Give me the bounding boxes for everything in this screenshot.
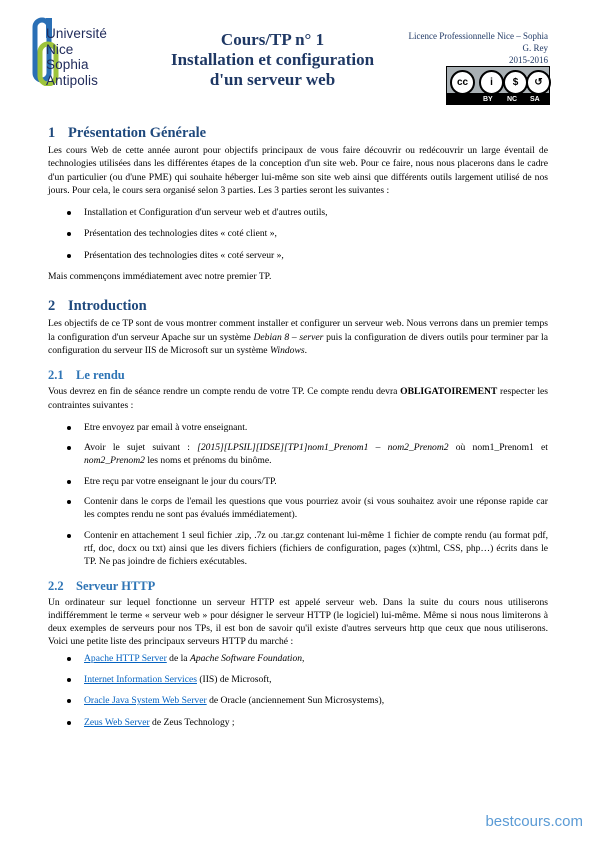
subsection-heading bbox=[48, 367, 548, 383]
bullet-list bbox=[48, 421, 548, 569]
section-title: Introduction bbox=[68, 298, 147, 315]
list-item: Contenir dans le corps de l'email les questions que vous pourriez avoir (si vous souhaitez avoir une réponse rapide car les comptes rendu ne sont pas évalués immédiatement). bbox=[48, 495, 548, 522]
meta-author: G. Rey bbox=[522, 43, 548, 53]
text-run: de la bbox=[166, 652, 190, 664]
subsection-title: Le rendu bbox=[76, 368, 125, 383]
list-item: Etre reçu par votre enseignant le jour du cours/TP. bbox=[48, 475, 548, 488]
section-number: 2 bbox=[48, 298, 56, 315]
list-item: Installation et Configuration d'un serveur web et d'autres outils, bbox=[48, 206, 548, 219]
list-item bbox=[48, 652, 548, 665]
cc-label-sa: SA bbox=[530, 96, 540, 103]
logo-line: Université bbox=[46, 26, 108, 41]
document-body bbox=[48, 124, 548, 737]
text-run: (IIS) de Microsoft, bbox=[196, 674, 272, 686]
text-run: Les objectifs de ce TP sont de vous montrer comment installer et configurer un serveur web. Nous verrons dans un premier temps la configuration d'un serveur Apache sur un système bbox=[48, 318, 548, 343]
text-run: Avoir le sujet suivant : bbox=[84, 442, 198, 454]
list-item bbox=[48, 673, 548, 686]
text-run: Vous devrez en fin de séance rendre un compte rendu de votre TP. Ce compte rendu devra bbox=[48, 386, 401, 398]
text-run: . bbox=[304, 344, 308, 356]
list-item: Etre envoyez par email à votre enseignant. bbox=[48, 421, 548, 434]
list-item: Présentation des technologies dites « coté serveur », bbox=[48, 249, 548, 262]
iis-link[interactable]: Internet Information Services bbox=[84, 674, 197, 686]
text-run-bold: OBLIGATOIREMENT bbox=[400, 386, 498, 398]
paragraph: Un ordinateur sur lequel fonctionne un serveur HTTP est appelé serveur web. Dans la suite du cours nous utiliserons indifféremment le terme « serveur web » pour désigner le serveur HTTP (le logiciel) lui-même. Même si nous nous limiterons à deux exemples de serveurs pour nos TPs, il est bon de savoir qu'il existe d'autres serveurs http que ceux que nous utiliserons. Voici une petite liste des principaux serveurs HTTP du marché : bbox=[48, 596, 548, 648]
sharealike-icon: ↺ bbox=[526, 70, 551, 95]
section-heading bbox=[48, 297, 548, 315]
paragraph: Mais commençons immédiatement avec notre premier TP. bbox=[48, 271, 272, 283]
text-run-italic: Windows bbox=[269, 344, 305, 356]
bullet-list bbox=[48, 206, 548, 262]
zeus-link[interactable]: Zeus Web Server bbox=[84, 716, 150, 728]
creative-commons-badge bbox=[446, 66, 550, 105]
title-line-3: d'un serveur web bbox=[209, 70, 336, 89]
paragraph bbox=[48, 317, 548, 357]
cc-icon: cc bbox=[450, 70, 475, 95]
logo-line: Sophia Antipolis bbox=[46, 57, 98, 88]
person-icon: i bbox=[479, 70, 504, 95]
university-logo bbox=[32, 16, 142, 86]
cc-label-by: BY bbox=[483, 96, 493, 103]
section-title: Présentation Générale bbox=[68, 125, 207, 141]
text-run-italic: nom2_Prenom2 bbox=[84, 455, 145, 467]
text-run-italic: [2015][LPSIL][IDSE][TP1]nom1_Prenom1 – nom2_Prenom2 bbox=[197, 442, 449, 454]
subsection-number: 2.2 bbox=[48, 578, 64, 593]
list-item: Contenir en attachement 1 seul fichier .zip, .7z ou .tar.gz contenant lui-même 1 fichier de compte rendu (au format pdf, rtf, doc, docx ou txt) ainsi que les divers fichiers (fichiers de configuration, pages (x)html, CSS, php…) écrits dans le TP. Ne pas joindre de fichiers exécutables. bbox=[48, 529, 548, 569]
list-item bbox=[48, 716, 548, 729]
subsection-number: 2.1 bbox=[48, 368, 64, 383]
text-run-italic: Apache Software Foundation bbox=[189, 652, 303, 664]
text-run: puis la configuration de divers outils pour terminer par la configuration du serveur IIS de Microsoft sur un système bbox=[48, 331, 548, 356]
apache-link[interactable]: Apache HTTP Server bbox=[84, 652, 167, 664]
document-meta bbox=[409, 30, 548, 66]
text-run-italic: Debian 8 – server bbox=[253, 331, 324, 343]
subsection-title: Serveur HTTP bbox=[76, 578, 156, 593]
title-line-2: Installation et configuration bbox=[170, 50, 375, 69]
meta-course: Licence Professionnelle Nice – Sophia bbox=[408, 31, 548, 41]
oracle-link[interactable]: Oracle Java System Web Server bbox=[84, 695, 207, 707]
document-title bbox=[165, 30, 380, 90]
watermark-link[interactable]: bestcours.com bbox=[485, 813, 583, 830]
text-run: de Zeus Technology ; bbox=[149, 716, 235, 728]
list-item: Présentation des technologies dites « coté client », bbox=[48, 227, 548, 240]
text-run: où nom1_Prenom1 et bbox=[448, 442, 548, 454]
text-run: respecter les contraintes suivantes : bbox=[48, 386, 548, 411]
section-number: 1 bbox=[48, 125, 56, 141]
paragraph bbox=[48, 385, 548, 412]
subsection-heading bbox=[48, 578, 548, 594]
noncommercial-icon: $ bbox=[503, 70, 528, 95]
list-item bbox=[48, 694, 548, 707]
server-list bbox=[48, 652, 548, 729]
logo-line: Nice bbox=[46, 41, 74, 57]
cc-label-nc: NC bbox=[507, 96, 518, 103]
paragraph: Les cours Web de cette année auront pour objectifs principaux de vous faire découvrir ou redécouvrir un large éventail de technologies utilisées dans les différentes étapes de la conception d'un site web. Pour ce faire, nous nous placerons dans le cadre d'un particulier (ou d'une PME) qui souhaite héberger lui-même son site web ainsi que différents outils largement utilisé de nos jours. Pour cela, le cours sera organisé selon 3 parties. Les 3 parties seront les suivantes : bbox=[48, 145, 548, 196]
logo-text bbox=[46, 26, 142, 88]
section-heading bbox=[48, 124, 548, 142]
text-run: de Oracle (anciennement Sun Microsystems), bbox=[206, 695, 385, 707]
title-line-1: Cours/TP n° 1 bbox=[220, 30, 325, 49]
meta-year: 2015-2016 bbox=[509, 55, 548, 65]
list-item bbox=[48, 441, 548, 468]
text-run: , bbox=[302, 652, 305, 664]
text-run: les noms et prénoms du binôme. bbox=[144, 455, 272, 467]
